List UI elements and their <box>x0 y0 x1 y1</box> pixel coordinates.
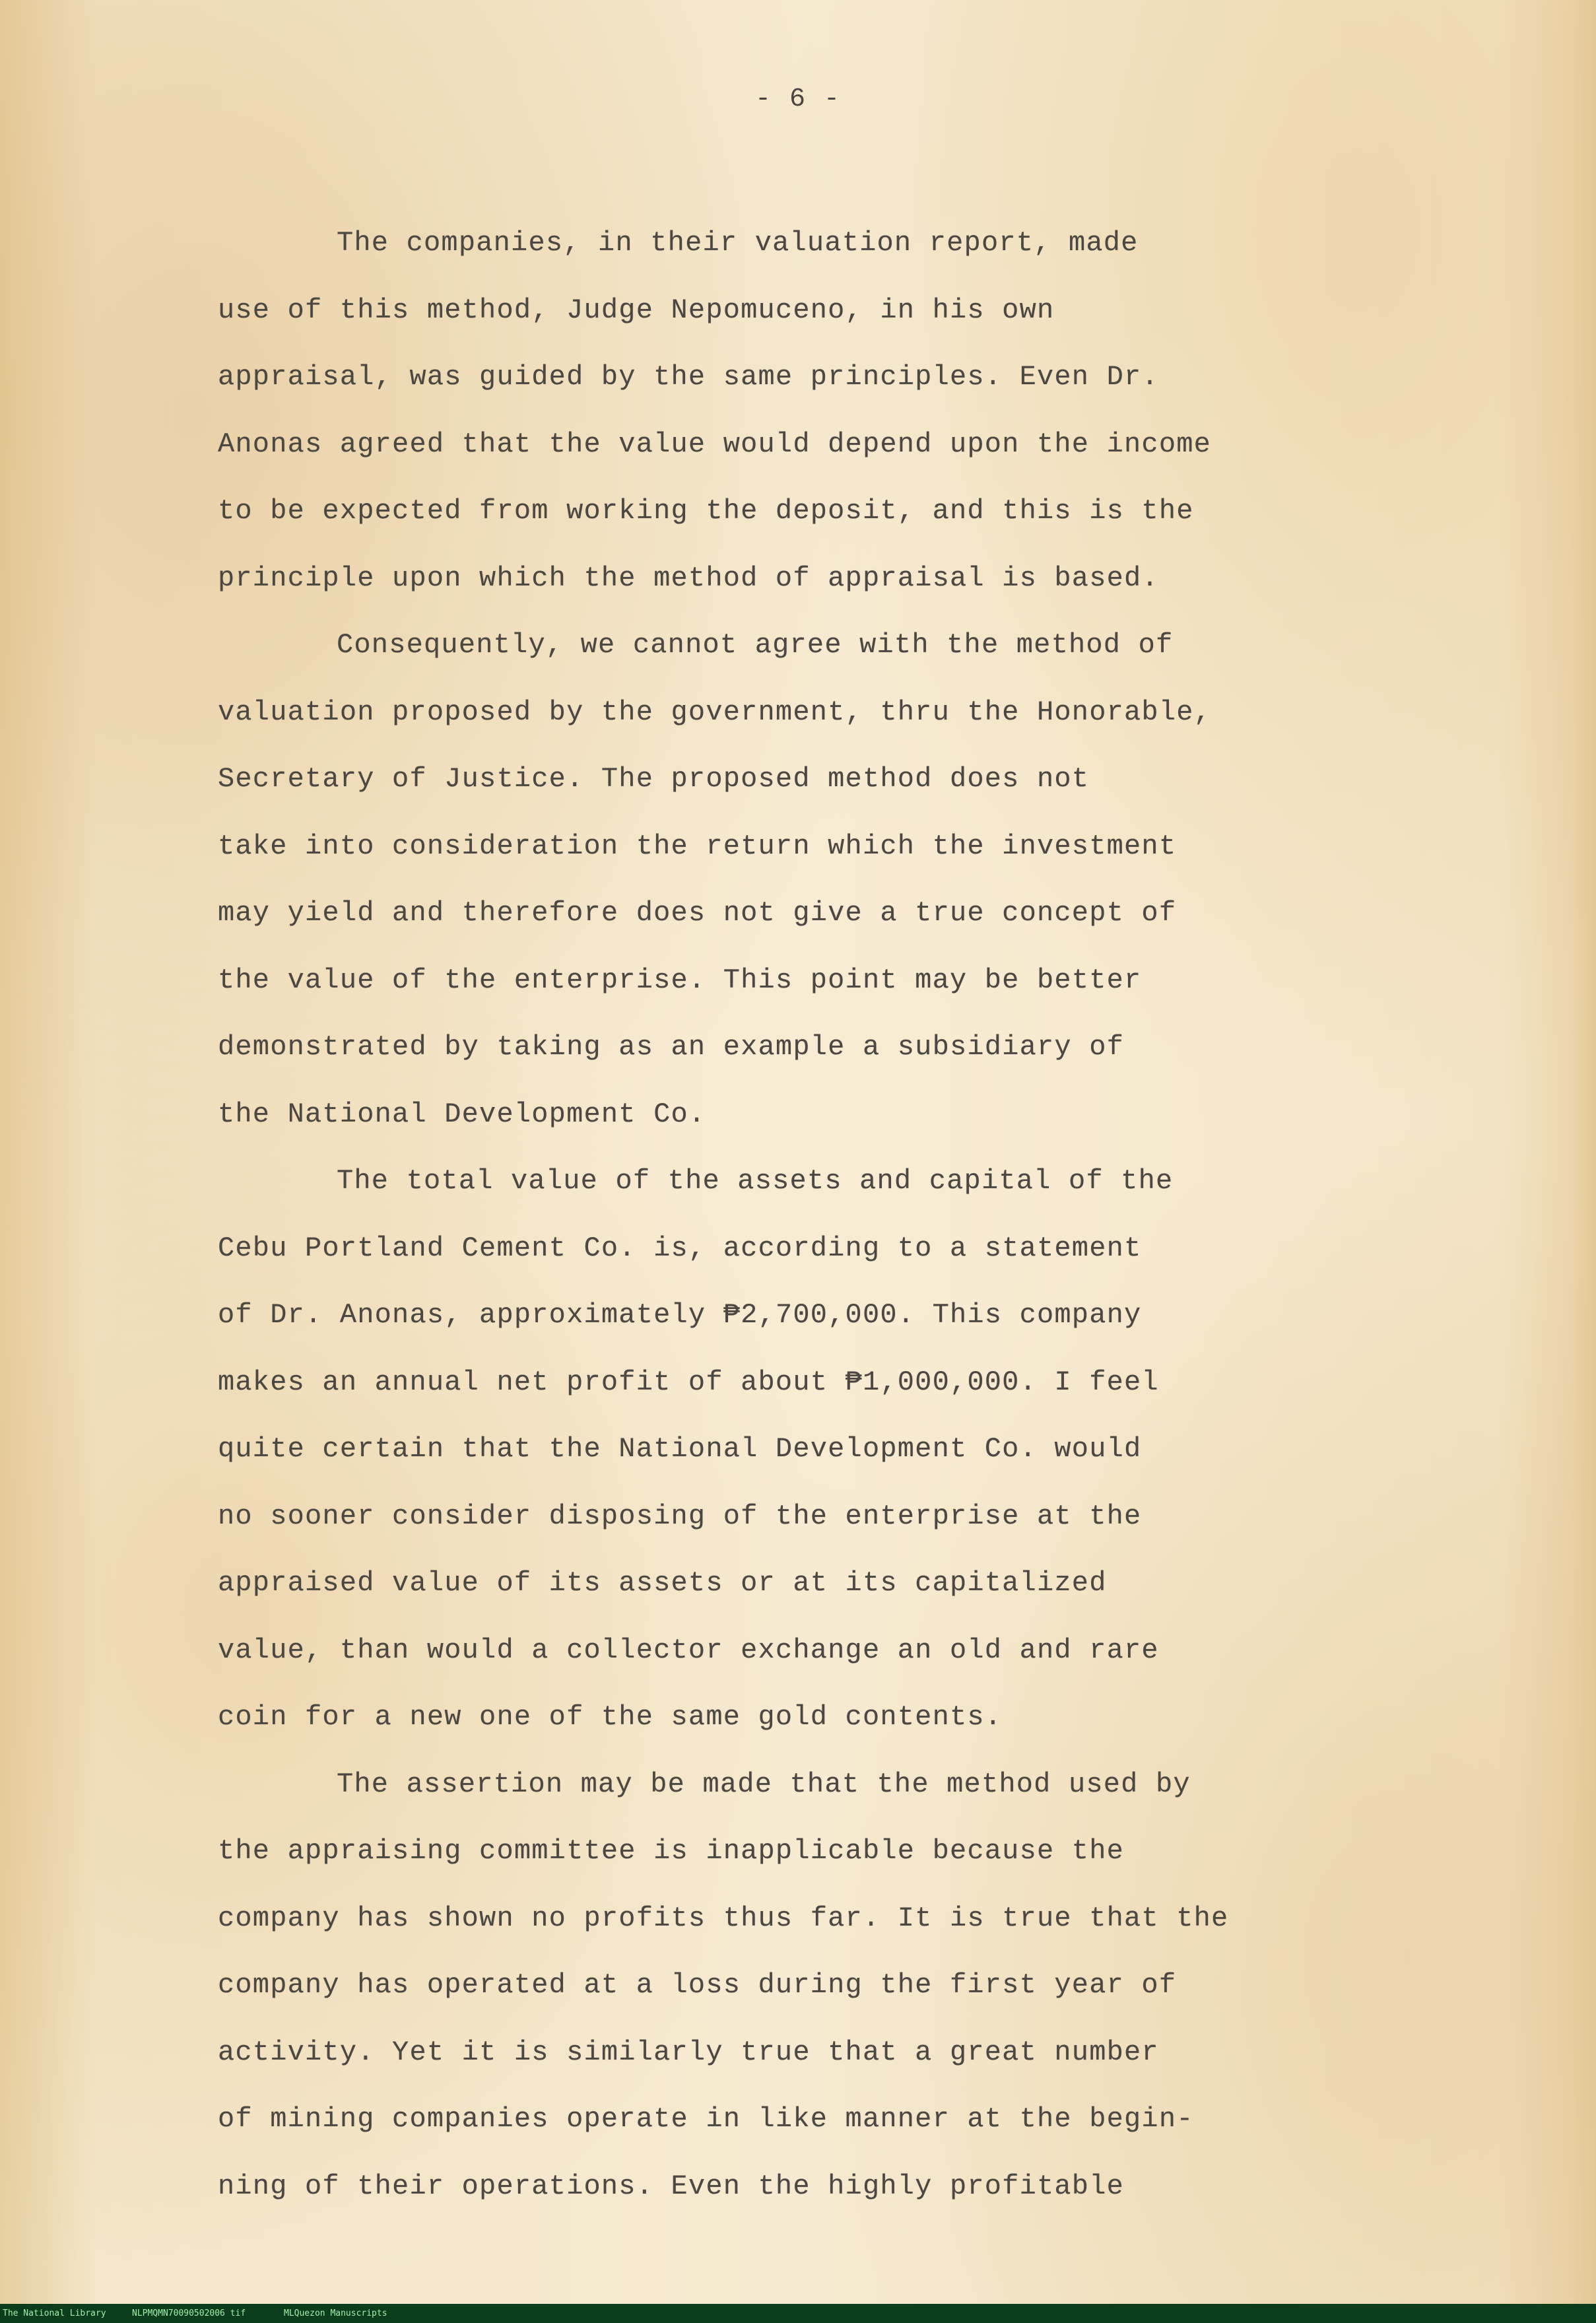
typewritten-body <box>218 210 1406 2220</box>
text-line: quite certain that the National Development Co. would <box>218 1433 1142 1465</box>
text-line: company has shown no profits thus far. It is true that the <box>218 1902 1229 1934</box>
footer-library: The National Library <box>3 2308 106 2318</box>
text-line: of Dr. Anonas, approximately ₱2,700,000. This company <box>218 1299 1142 1331</box>
text-line: of mining companies operate in like manner at the begin- <box>218 2103 1194 2135</box>
text-line: take into consideration the return which the investment <box>218 830 1177 862</box>
paper-edge <box>1572 0 1596 2304</box>
text-line: The total value of the assets and capital of the <box>337 1165 1174 1197</box>
text-line: principle upon which the method of appraisal is based. <box>218 562 1159 594</box>
text-line: appraised value of its assets or at its capitalized <box>218 1567 1107 1599</box>
text-line: the National Development Co. <box>218 1098 706 1130</box>
page-number: - 6 - <box>754 84 842 114</box>
archive-footer-bar <box>0 2304 1596 2323</box>
text-line: makes an annual net profit of about ₱1,000,000. I feel <box>218 1366 1159 1398</box>
text-line: valuation proposed by the government, thru the Honorable, <box>218 696 1212 728</box>
text-line: no sooner consider disposing of the enterprise at the <box>218 1500 1142 1532</box>
text-line: Anonas agreed that the value would depend upon the income <box>218 428 1212 460</box>
text-line: to be expected from working the deposit, and this is the <box>218 495 1194 527</box>
text-line: Cebu Portland Cement Co. is, according to a statement <box>218 1232 1142 1264</box>
text-line: the value of the enterprise. This point may be better <box>218 964 1142 996</box>
text-line: activity. Yet it is similarly true that a great number <box>218 2036 1159 2068</box>
text-line: appraisal, was guided by the same principles. Even Dr. <box>218 361 1159 393</box>
text-line: may yield and therefore does not give a true concept of <box>218 897 1177 929</box>
text-line: demonstrated by taking as an example a subsidiary of <box>218 1031 1125 1063</box>
text-line: Consequently, we cannot agree with the method of <box>337 629 1174 661</box>
text-line: Secretary of Justice. The proposed method does not <box>218 763 1090 795</box>
text-line: ning of their operations. Even the highly profitable <box>218 2170 1125 2202</box>
footer-file: NLPMQMN70090502006 tif <box>132 2308 246 2318</box>
text-line: The companies, in their valuation report, made <box>337 227 1139 259</box>
text-line: use of this method, Judge Nepomuceno, in his own <box>218 294 1055 326</box>
text-line: coin for a new one of the same gold contents. <box>218 1701 1003 1733</box>
text-line: the appraising committee is inapplicable because the <box>218 1835 1125 1867</box>
text-line: The assertion may be made that the method used by <box>337 1768 1191 1800</box>
text-line: value, than would a collector exchange an old and rare <box>218 1634 1159 1666</box>
footer-collection: MLQuezon Manuscripts <box>284 2308 387 2318</box>
text-line: company has operated at a loss during the first year of <box>218 1969 1177 2001</box>
